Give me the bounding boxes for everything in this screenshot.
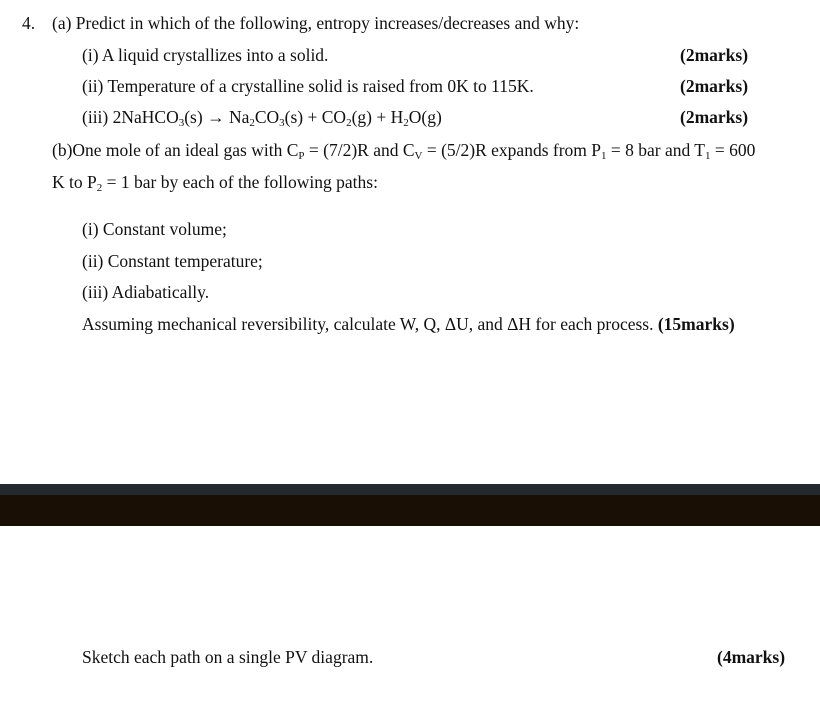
part-a-item-3-marks: (2marks) [680,107,749,127]
sketch-marks: (4marks) [717,647,786,667]
dark-divider-band-top [0,484,820,495]
part-b-assumption: Assuming mechanical reversibility, calculate W, Q, ΔU, and ΔH for each process. (15marks) [82,314,735,334]
dark-divider-band [0,495,820,526]
part-b-path-2: (ii) Constant temperature; [82,251,263,271]
part-b-assumption-marks: (15marks) [657,314,735,334]
part-a-item-3-reaction: (iii) 2NaHCO$_3$(s) → $Na_2CO_3(s) + CO_2(g) + H_2O(g)$ [82,107,442,129]
part-a-item-1: (i) A liquid crystallizes into a solid. [82,45,329,65]
part-b-line-2: K to $P_2 = 1$ bar by each of the following paths: [52,172,378,194]
question-number: 4. [22,13,36,33]
sketch-instruction: Sketch each path on a single PV diagram. [82,647,374,667]
part-b-path-1: (i) Constant volume; [82,219,227,239]
part-a-item-1-marks: (2marks) [680,45,749,65]
part-b-path-3: (iii) Adiabatically. [82,282,210,302]
part-a-item-2: (ii) Temperature of a crystalline solid is raised from 0K to 115K. [82,76,534,96]
part-a-item-2-marks: (2marks) [680,76,749,96]
part-b-line-1: (b)One mole of an ideal gas with $C_P = (7/2)R$ and $C_V = (5/2)R$ expands from $P_1 = 8$ bar and $T_1 = 600$ [52,140,756,162]
part-a-intro: (a) Predict in which of the following, entropy increases/decreases and why: [52,13,580,33]
